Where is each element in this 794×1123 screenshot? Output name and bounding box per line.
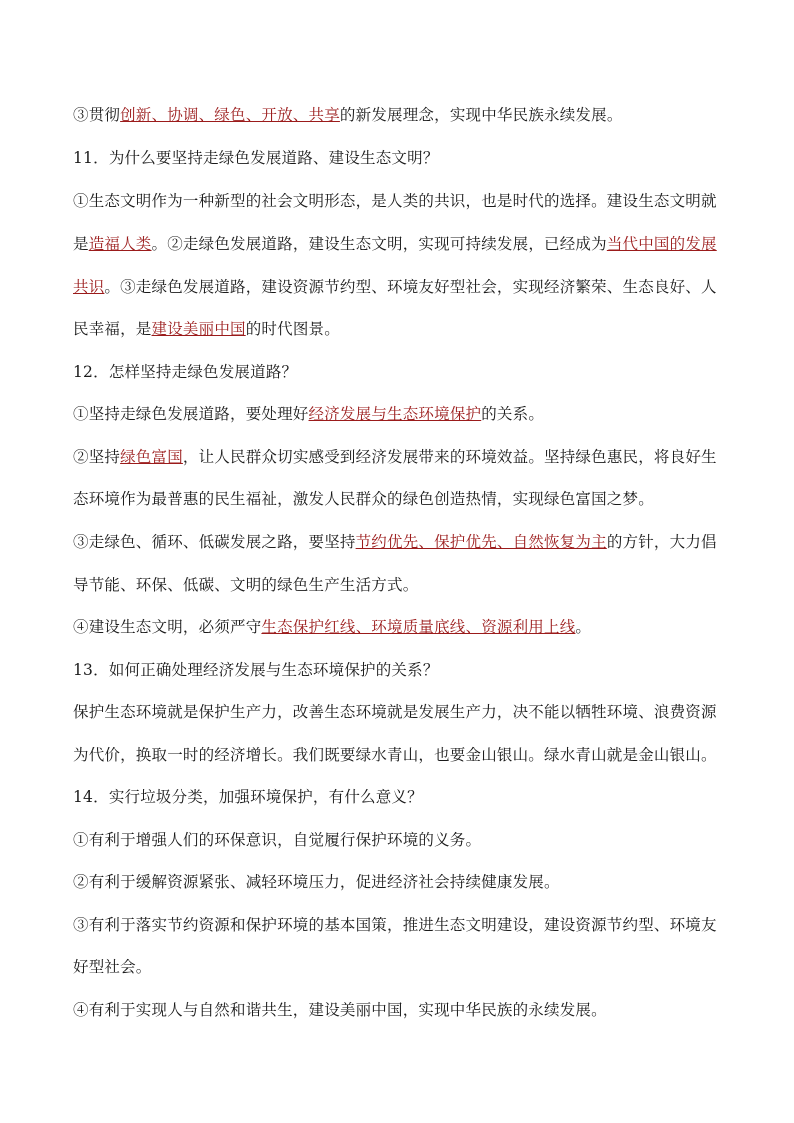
text-segment: 是 <box>73 235 89 253</box>
text-line <box>73 318 734 340</box>
text-line <box>73 276 734 298</box>
text-line <box>73 233 734 255</box>
text-segment: ③贯彻 <box>73 106 121 124</box>
text-line <box>73 488 734 510</box>
text-line <box>73 829 734 851</box>
text-segment: 保护生态环境就是保护生产力，改善生态环境就是发展生产力，决不能以牺牲环境、浪费资源 <box>73 703 717 721</box>
text-segment: 导节能、环保、低碳、文明的绿色生产生活方式。 <box>73 576 419 594</box>
text-segment: 11．为什么要坚持走绿色发展道路、建设生态文明？ <box>73 149 439 167</box>
text-line <box>73 361 734 383</box>
text-segment: ，让人民群众切实感受到经济发展带来的环境效益。坚持绿色惠民，将良好生 <box>182 448 717 466</box>
key-phrase: 建设美丽中国 <box>151 320 246 338</box>
text-segment: 民幸福，是 <box>73 320 152 338</box>
text-segment: 态环境作为最普惠的民生福祉，激发人民群众的绿色创造热情，实现绿色富国之梦。 <box>73 490 654 508</box>
text-line <box>73 147 734 169</box>
text-line <box>73 403 734 425</box>
text-segment: 的关系。 <box>481 405 545 423</box>
key-phrase: 绿色富国 <box>120 448 183 466</box>
text-line <box>73 531 734 553</box>
text-segment: 14．实行垃圾分类，加强环境保护，有什么意义？ <box>73 788 423 806</box>
text-line <box>73 659 734 681</box>
text-segment: 。 <box>575 618 592 636</box>
key-phrase: 共识 <box>73 278 105 296</box>
text-segment: 。③走绿色发展道路，建设资源节约型、环境友好型社会，实现经济繁荣、生态良好、人 <box>104 278 717 296</box>
text-line <box>73 999 734 1021</box>
text-segment: ②有利于缓解资源紧张、减轻环境压力，促进经济社会持续健康发展。 <box>73 873 560 891</box>
text-line <box>73 744 734 766</box>
text-line <box>73 574 734 596</box>
text-line <box>73 104 734 126</box>
text-segment: 。②走绿色发展道路，建设生态文明，实现可持续发展，已经成为 <box>151 235 607 253</box>
text-segment: ③有利于落实节约资源和保护环境的基本国策，推进生态文明建设，建设资源节约型、环境友 <box>73 916 717 934</box>
key-phrase: 造福人类 <box>88 235 152 253</box>
key-phrase: 节约优先、保护优先、自然恢复为主 <box>355 533 607 551</box>
text-segment: ②坚持 <box>73 448 121 466</box>
text-segment: ①生态文明作为一种新型的社会文明形态，是人类的共识，也是时代的选择。建设生态文明就 <box>73 192 717 210</box>
text-segment: ④有利于实现人与自然和谐共生，建设美丽中国，实现中华民族的永续发展。 <box>73 1001 607 1019</box>
key-phrase: 创新、协调、绿色、开放、共享 <box>120 106 340 124</box>
text-segment: 13．如何正确处理经济发展与生态环境保护的关系？ <box>73 661 439 679</box>
text-line <box>73 871 734 893</box>
text-line <box>73 190 734 212</box>
text-line <box>73 786 734 808</box>
text-segment: 12．怎样坚持走绿色发展道路？ <box>73 363 298 381</box>
text-segment: ④建设生态文明，必须严守 <box>73 618 262 636</box>
text-segment: 的新发展理念，实现中华民族永续发展。 <box>339 106 623 124</box>
text-segment: 的方针，大力倡 <box>606 533 717 551</box>
key-phrase: 经济发展与生态环境保护 <box>308 405 482 423</box>
text-line <box>73 616 734 638</box>
text-segment: 好型社会。 <box>73 958 152 976</box>
text-line <box>73 914 734 936</box>
text-segment: 的时代图景。 <box>245 320 340 338</box>
text-line <box>73 446 734 468</box>
text-line <box>73 956 734 978</box>
key-phrase: 生态保护红线、环境质量底线、资源利用上线 <box>261 618 576 636</box>
text-line <box>73 701 734 723</box>
key-phrase: 当代中国的发展 <box>606 235 717 253</box>
text-segment: ①有利于增强人们的环保意识，自觉履行保护环境的义务。 <box>73 831 482 849</box>
text-segment: 为代价，换取一时的经济增长。我们既要绿水青山，也要金山银山。绿水青山就是金山银山。 <box>73 746 717 764</box>
text-segment: ①坚持走绿色发展道路，要处理好 <box>73 405 309 423</box>
text-segment: ③走绿色、循环、低碳发展之路，要坚持 <box>73 533 356 551</box>
